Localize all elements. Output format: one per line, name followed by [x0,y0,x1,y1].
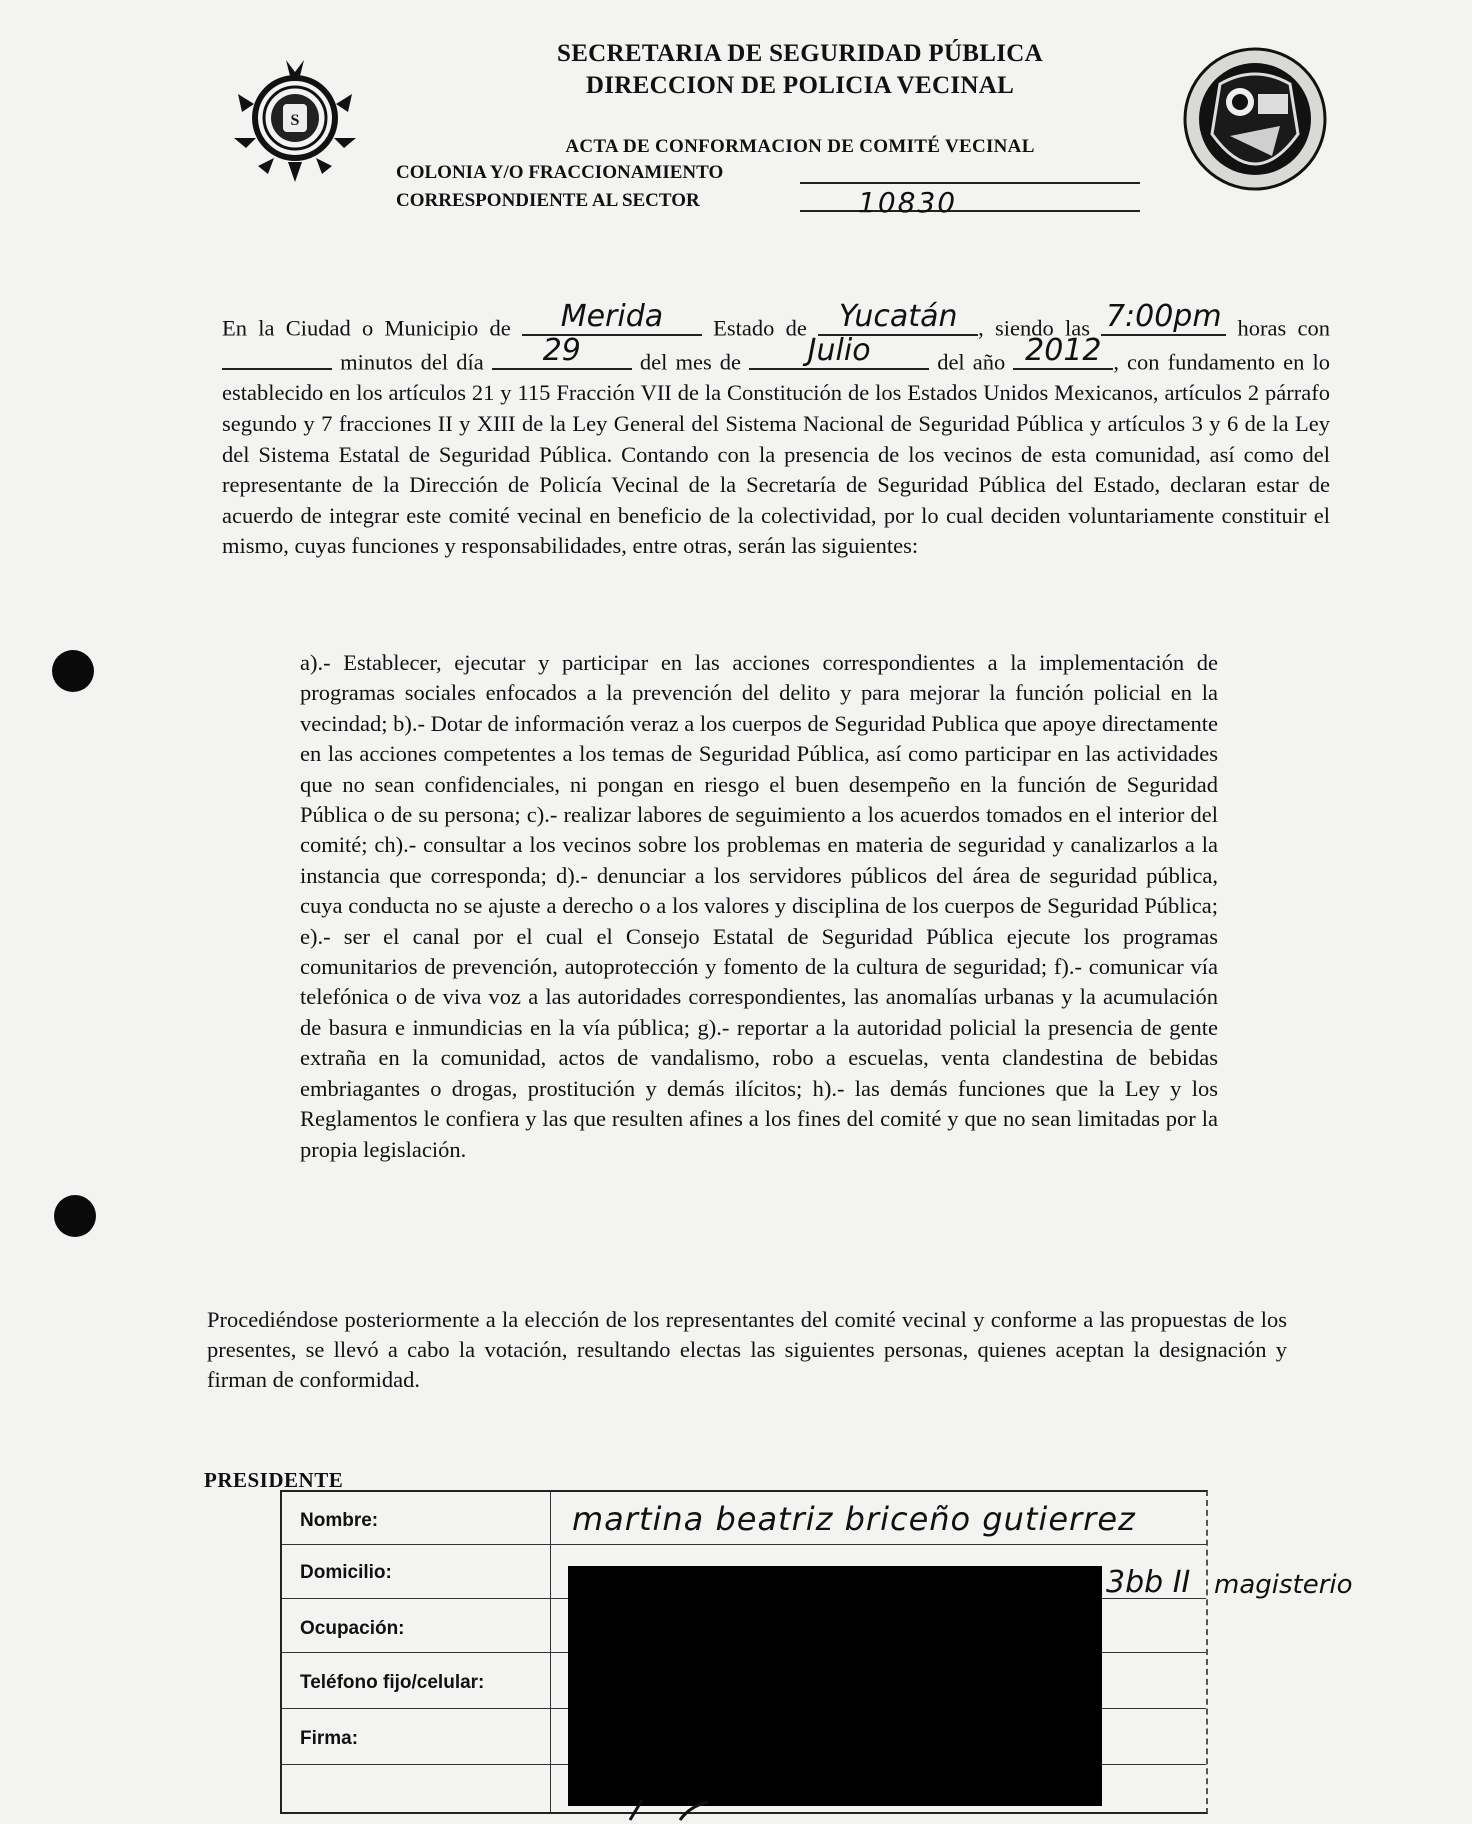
minutos-field [222,344,332,370]
president-section-title: PRESIDENTE [204,1468,344,1492]
sector-label: CORRESPONDIENTE AL SECTOR [396,190,700,211]
anio-field [1013,332,1113,370]
punch-hole-top [52,650,94,692]
anio-value: 2012 [1025,332,1102,368]
estado-value: Yucatán [838,298,958,334]
telefono-label: Teléfono fijo/celular: [300,1672,485,1693]
police-emblem-logo [228,54,362,188]
intro-paragraph [222,298,1330,562]
header-direction: DIRECCION DE POLICIA VECINAL [585,72,1015,99]
ocupacion-label: Ocupación: [300,1618,405,1639]
nombre-label: Nombre: [300,1510,379,1531]
intro-text-6: del mes de [631,349,750,375]
mes-field [749,332,929,370]
functions-paragraph: a).- Establecer, ejecutar y participar en las acciones correspondientes a la implementación de programas sociales enfocados a la prevención del delito y para mejorar la función policial en la vecindad; b).- Dotar de información veraz a los cuerpos de Seguridad Publica que apoye directamente en las acciones competentes a los temas de Seguridad Pública, así como participar en las actividades que no sean confidenciales, ni pongan en riesgo el buen desempeño en la función de Seguridad Pública o de su persona; c).- realizar labores de seguimiento a los acuerdos tomados en el interior del comité; ch).- consultar a los vecinos sobre los problemas en materia de seguridad y canalizarlos a la instancia que corresponda; d).- denunciar a los servidores públicos del área de seguridad pública, cuya conducta no se ajuste a derecho o a los valores y disciplina de los cuerpos de Seguridad Pública; e).- ser el canal por el cual el Consejo Estatal de Seguridad Pública ejecute los programas comunitarios de prevención, autoprotección y fomento de la cultura de seguridad; f).- comunicar vía telefónica o de viva voz a las autoridades correspondientes, las anomalías urbanas y la acumulación de basura e inmundicias en la vía pública; g).- reportar a la autoridad policial la presencia de gente extraña en la comunidad, actos de vandalismo, robo a escuelas, venta clandestina de bebidas embriagantes o drogas, prostitución y demás ilícitos; h).- las demás funciones que la Ley y los Reglamentos le confiera y las que resulten afines a los fines del comité y que no sean limitadas por la propia legislación. [300,650,1218,1162]
dia-field [492,332,632,370]
nombre-value: martina beatriz briceño gutierrez [572,1500,1136,1538]
sector-field-line [800,210,1140,212]
hora-value: 7:00pm [1105,298,1222,334]
header-secretariat: SECRETARIA DE SEGURIDAD PÚBLICA [556,40,1043,67]
occupation-side-note: magisterio [1214,1570,1353,1600]
punch-hole-bottom [54,1195,96,1237]
intro-text-3: , siendo las [978,315,1102,341]
signature-scribble [620,1796,740,1822]
colonia-field [800,182,1140,184]
domicilio-label: Domicilio: [300,1562,392,1583]
row-nombre [282,1492,1206,1545]
firma-label: Firma: [300,1728,359,1749]
svg-text:S: S [290,112,300,129]
intro-text-1: En la Ciudad o Municipio de [222,315,522,341]
council-seal-logo [1180,44,1330,194]
mes-value: Julio [807,332,871,368]
election-paragraph: Procediéndose posteriormente a la elección de los representantes del comité vecinal y conforme a las propuestas de los presentes, se llevó a cabo la votación, resultando electas las siguientes personas, quienes aceptan la designación y firman de conformidad. [207,1307,1287,1392]
municipio-value: Merida [560,298,664,334]
intro-text-7: del año [929,349,1014,375]
domicilio-value-tail: 3bb II [1106,1565,1191,1600]
municipio-field [522,298,702,336]
estado-field [818,298,978,336]
act-title: ACTA DE CONFORMACION DE COMITÉ VECINAL [565,136,1035,157]
intro-text-2: Estado de [701,315,819,341]
redaction-block [568,1566,1102,1806]
intro-text-4: horas con [1226,315,1330,341]
dia-value: 29 [542,332,581,368]
sector-value: 10830 [858,186,958,219]
colonia-label: COLONIA Y/O FRACCIONAMIENTO [396,162,724,183]
intro-text-5: minutos del día [332,349,492,375]
intro-text-8: , con fundamento en lo establecido en los artículos 21 y 115 Fracción VII de la Constitución de los Estados Unidos Mexicanos, artículos 2 párrafo segundo y 7 fracciones II y XIII de la Ley General del Sistema Nacional de Seguridad Pública y artículos 3 y 6 de la Ley del Sistema Estatal de Seguridad Pública. Contando con la presencia de los vecinos de esta comunidad, así como del representante de la Dirección de Policía Vecinal de la Secretaría de Seguridad Pública del Estado, declaran estar de acuerdo de integrar este comité vecinal en beneficio de la colectividad, por lo cual deciden voluntariamente constituir el mismo, cuyas funciones y responsabilidades, entre otras, serán las siguientes: [222,349,1330,559]
hora-field [1101,298,1226,336]
